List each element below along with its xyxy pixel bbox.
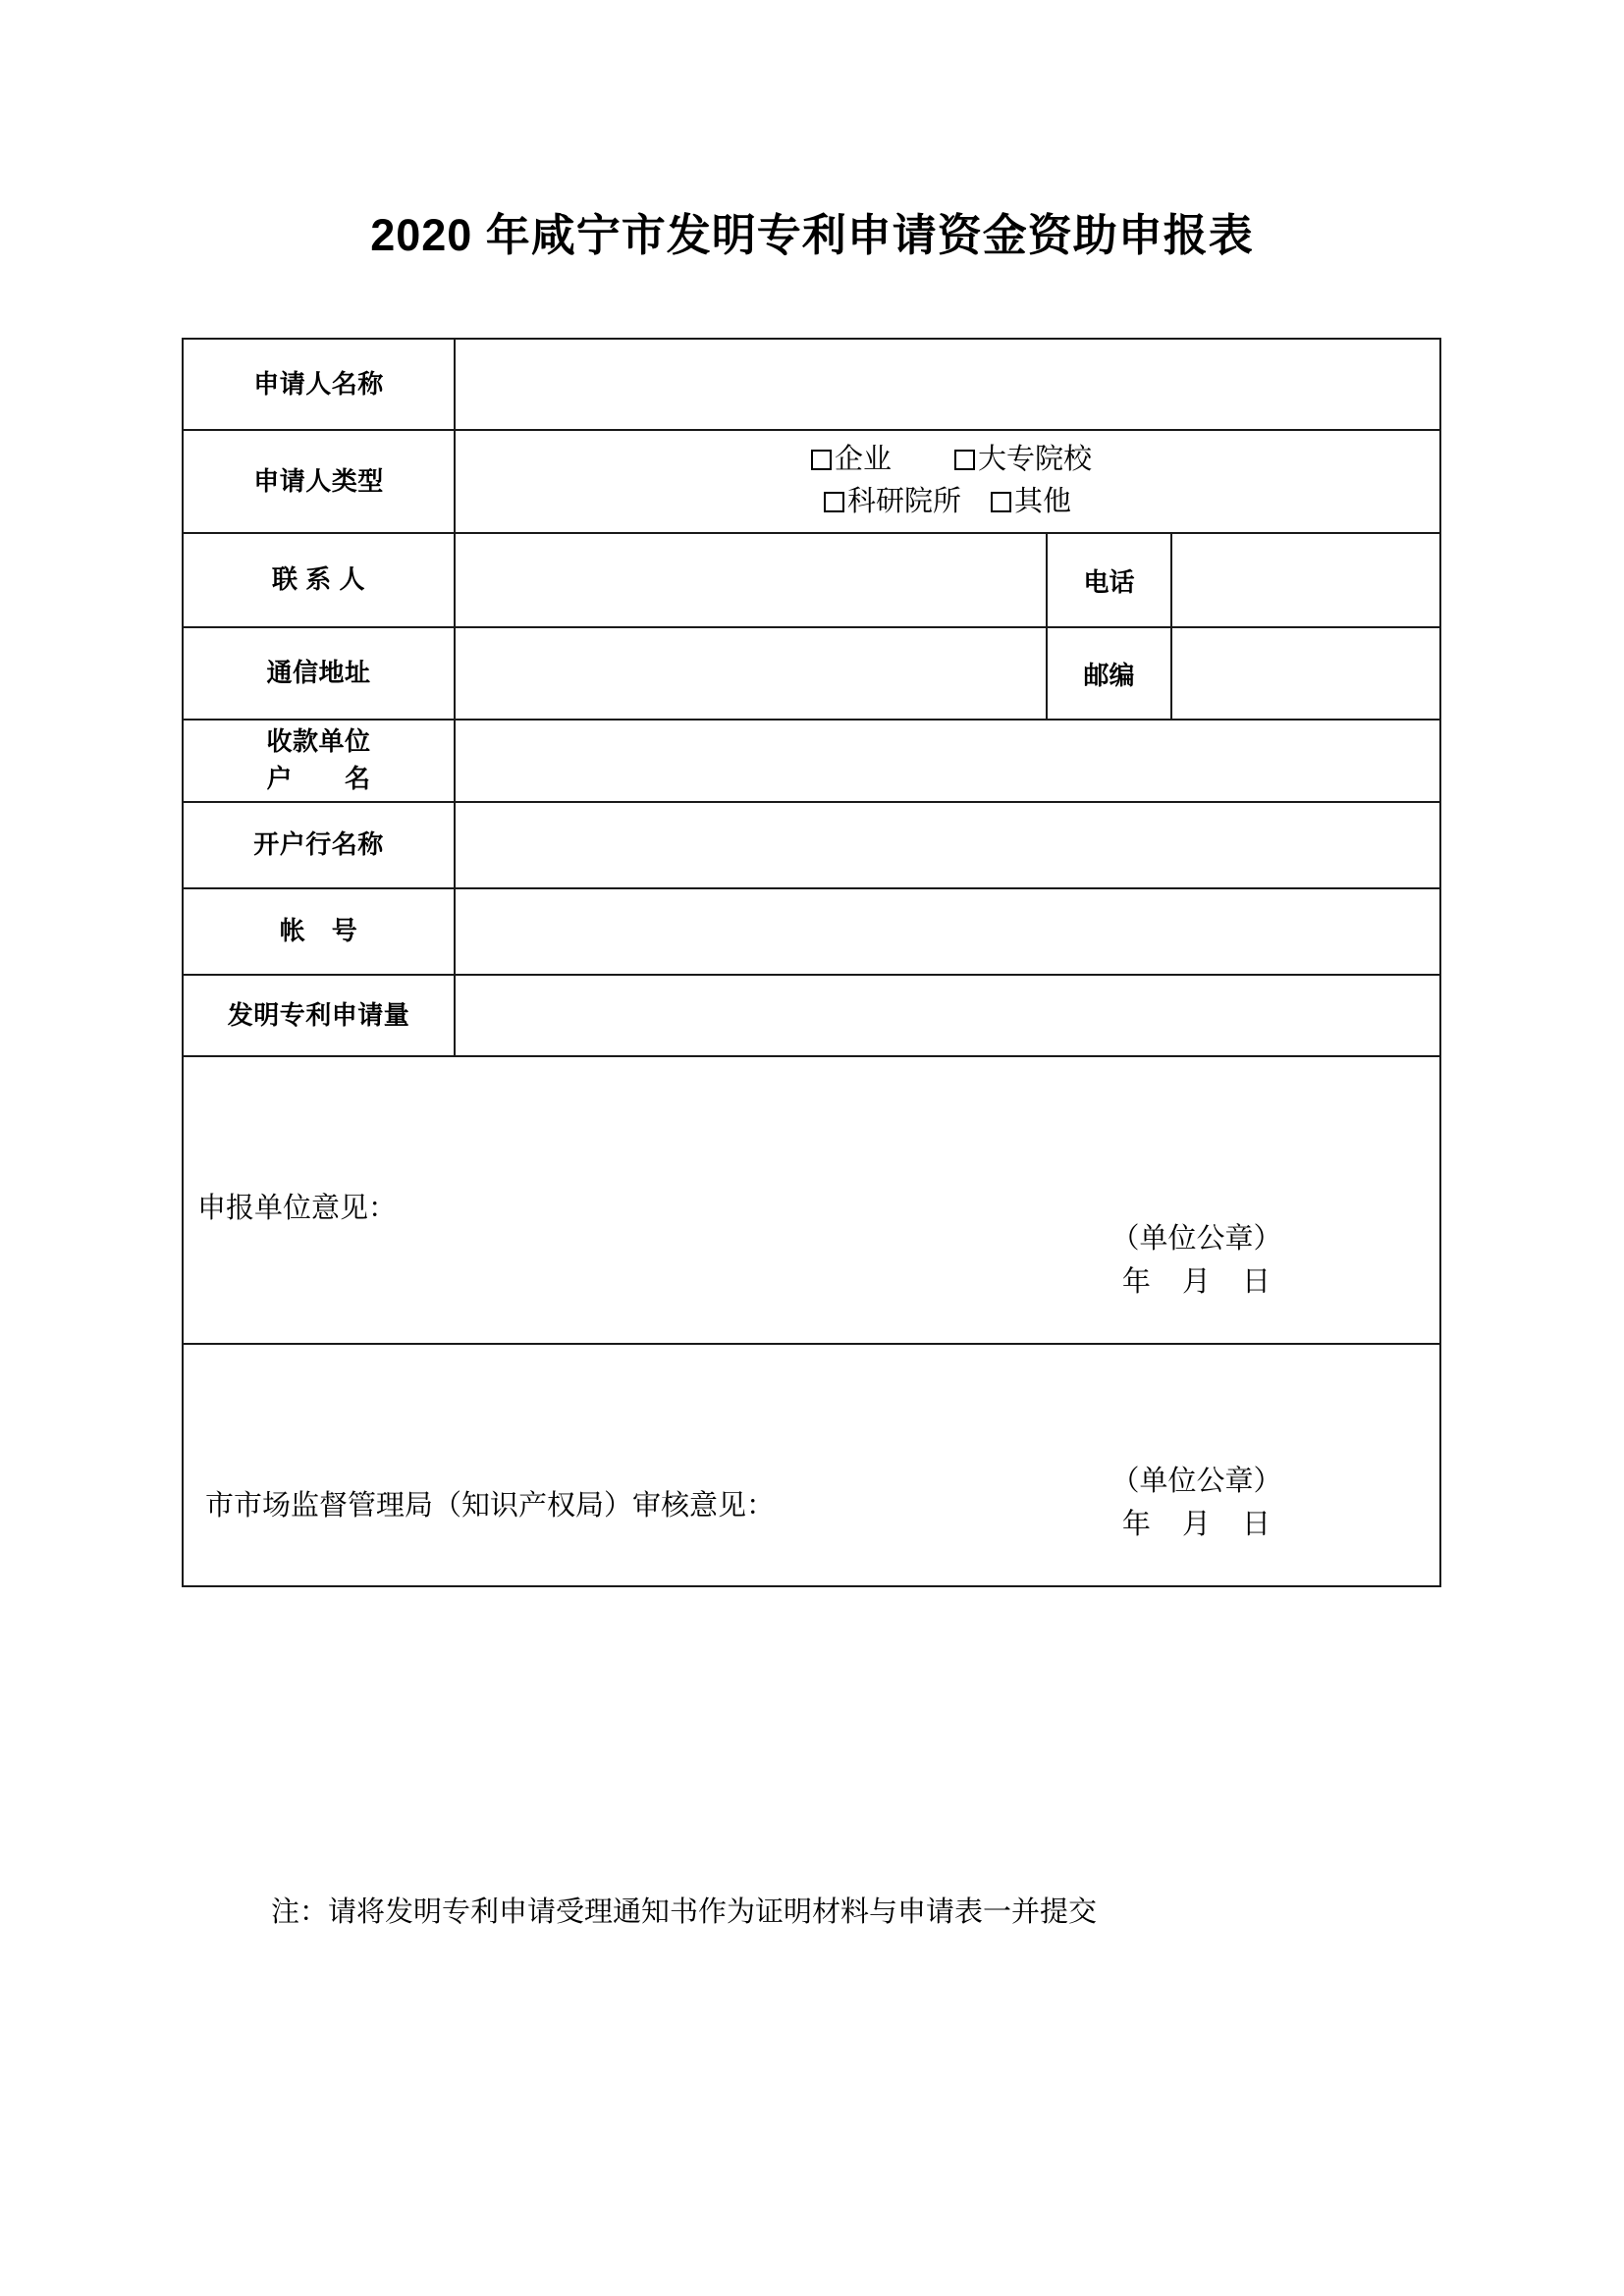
field-payee-account-name[interactable]: [455, 720, 1440, 802]
checkbox-option-college[interactable]: [954, 439, 1092, 480]
table-row-applicant-type: [183, 430, 1440, 533]
field-patent-application-count[interactable]: [455, 975, 1440, 1056]
field-phone[interactable]: [1171, 533, 1440, 627]
label-payee-line-2: 户 名: [266, 764, 371, 793]
seal-placeholder-applicant-unit: （单位公章）: [1110, 1223, 1282, 1255]
checkbox-icon[interactable]: [811, 450, 832, 470]
checkbox-option-research-institute[interactable]: [824, 481, 961, 522]
label-phone: 电话: [1047, 533, 1171, 627]
checkbox-icon[interactable]: [991, 492, 1011, 512]
field-account-number[interactable]: [455, 888, 1440, 975]
label-account-number: 帐 号: [183, 888, 455, 975]
label-payee-account-name: [183, 720, 455, 802]
seal-placeholder-bureau: （单位公章）: [1110, 1466, 1282, 1497]
field-contact-person[interactable]: [455, 533, 1047, 627]
label-address: 通信地址: [183, 627, 455, 720]
signature-block-applicant-unit: [1110, 1218, 1282, 1304]
applicant-type-row-2: [456, 481, 1439, 522]
footnote-note: 注：请将发明专利申请受理通知书作为证明材料与申请表一并提交: [271, 1896, 1098, 1928]
label-payee-line-1: 收款单位: [266, 726, 371, 757]
label-applicant-type: 申请人类型: [183, 430, 455, 533]
field-applicant-name[interactable]: [455, 339, 1440, 430]
checkbox-label-research-institute: 科研院所: [847, 485, 962, 517]
table-row-bank-name: [183, 802, 1440, 888]
checkbox-label-other: 其他: [1014, 485, 1072, 517]
table-row-bureau-review-opinion: [183, 1344, 1440, 1586]
label-contact-person: 联 系 人: [183, 533, 455, 627]
table-row-patent-application-count: [183, 975, 1440, 1056]
table-row-applicant-unit-opinion: [183, 1056, 1440, 1344]
field-bank-name[interactable]: [455, 802, 1440, 888]
date-placeholder-applicant-unit: 年 月 日: [1121, 1265, 1283, 1298]
date-placeholder-bureau: 年 月 日: [1121, 1508, 1283, 1540]
table-row-account-number: [183, 888, 1440, 975]
applicant-type-row-1: [456, 439, 1439, 480]
field-address[interactable]: [455, 627, 1047, 720]
table-row-applicant-name: [183, 339, 1440, 430]
field-applicant-type: [455, 430, 1440, 533]
heading-bureau-review-opinion: 市市场监督管理局（知识产权局）审核意见：: [205, 1490, 776, 1522]
table-row-contact: [183, 533, 1440, 627]
label-applicant-name: 申请人名称: [183, 339, 455, 430]
label-bank-name: 开户行名称: [183, 802, 455, 888]
label-patent-application-count: 发明专利申请量: [183, 975, 455, 1056]
section-applicant-unit-opinion[interactable]: [183, 1056, 1440, 1344]
label-postcode: 邮编: [1047, 627, 1171, 720]
section-bureau-review-opinion[interactable]: [183, 1344, 1440, 1586]
application-form-table: [182, 338, 1441, 1587]
field-postcode[interactable]: [1171, 627, 1440, 720]
checkbox-icon[interactable]: [954, 450, 975, 470]
checkbox-option-enterprise[interactable]: [811, 439, 892, 480]
checkbox-label-enterprise: 企业: [835, 444, 893, 476]
page-title: 2020 年咸宁市发明专利申请资金资助申报表: [370, 210, 1254, 260]
signature-block-bureau: [1110, 1461, 1282, 1546]
table-row-payee-account-name: [183, 720, 1440, 802]
checkbox-option-other[interactable]: [991, 481, 1071, 522]
heading-applicant-unit-opinion: 申报单位意见：: [197, 1193, 398, 1224]
applicant-type-options: [456, 435, 1439, 527]
checkbox-icon[interactable]: [824, 492, 844, 512]
checkbox-label-college: 大专院校: [978, 444, 1093, 476]
table-row-address: [183, 627, 1440, 720]
